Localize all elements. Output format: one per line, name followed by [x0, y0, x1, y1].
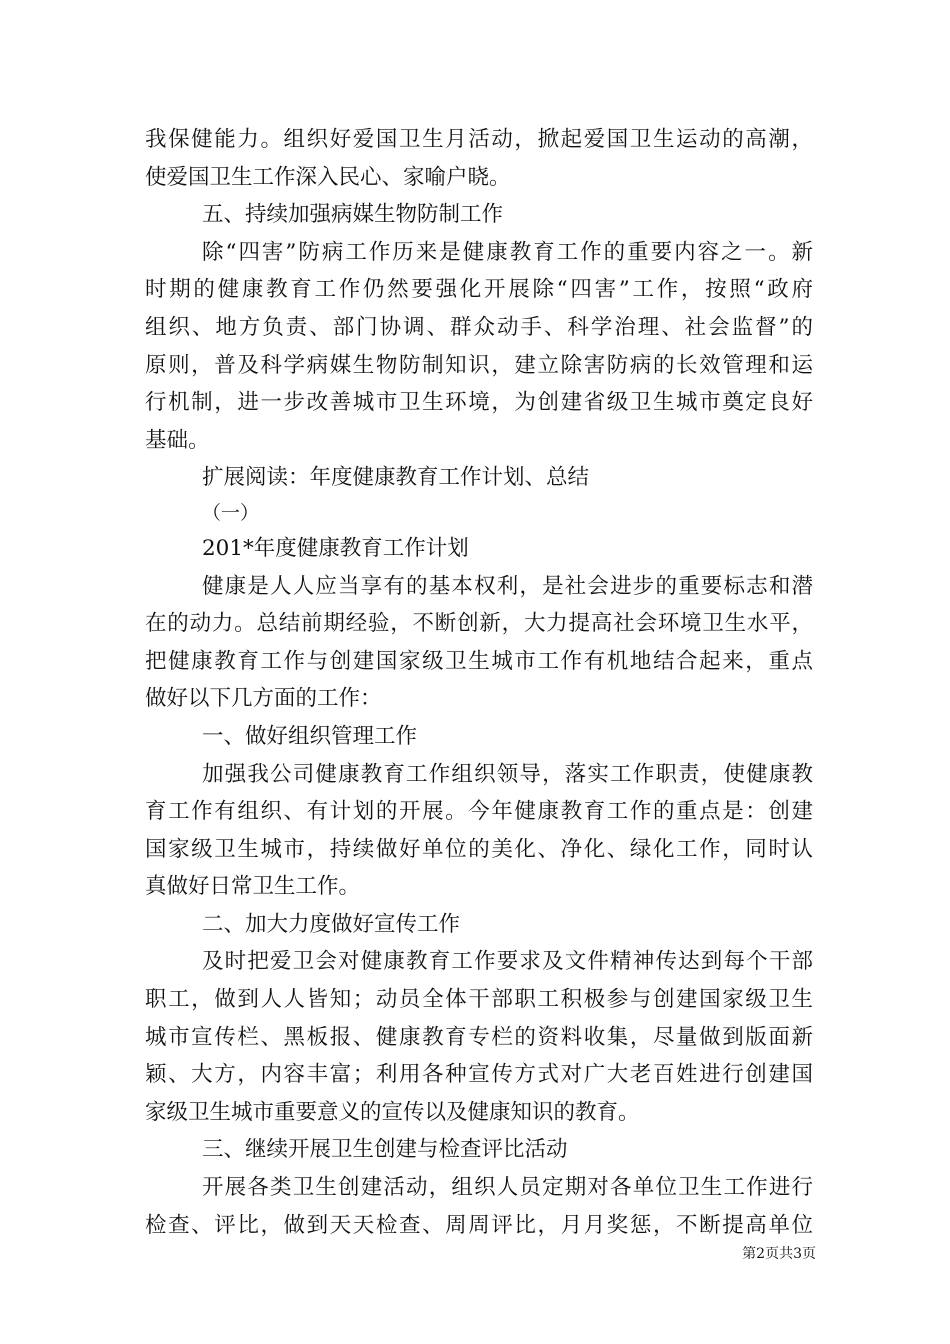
text-line: 检查、评比，做到天天检查、周周评比，月月奖惩，不断提高单位: [145, 1212, 813, 1238]
page-number-footer: 第2页共3页: [742, 1246, 816, 1262]
text-line: 加强我公司健康教育工作组织领导，落实工作职责，使健康教: [202, 761, 813, 787]
text-line: 五、持续加强病媒生物防制工作: [202, 202, 504, 228]
text-line: 城市宣传栏、黑板报、健康教育专栏的资料收集，尽量做到版面新: [145, 1024, 813, 1050]
text-line: 家级卫生城市重要意义的宣传以及健康知识的教育。: [145, 1099, 640, 1125]
text-line: 健康是人人应当享有的基本权利，是社会进步的重要标志和潜: [202, 573, 813, 599]
text-line: 扩展阅读：年度健康教育工作计划、总结: [202, 465, 590, 491]
document-body: [145, 121, 813, 1244]
text-line: 把健康教育工作与创建国家级卫生城市工作有机地结合起来，重点: [145, 648, 813, 674]
text-line: 201*年度健康教育工作计划: [202, 535, 469, 561]
text-line: 育工作有组织、有计划的开展。今年健康教育工作的重点是：创建: [145, 799, 813, 825]
text-line: 使爱国卫生工作深入民心、家喻户晓。: [145, 164, 511, 190]
text-line: 在的动力。总结前期经验，不断创新，大力提高社会环境卫生水平，: [145, 611, 813, 637]
text-line: 原则，普及科学病媒生物防制知识，建立除害防病的长效管理和运: [145, 352, 813, 378]
text-line: 时期的健康教育工作仍然要强化开展除“四害”工作，按照“政府: [145, 277, 813, 303]
text-line: 我保健能力。组织好爱国卫生月活动，掀起爱国卫生运动的高潮，: [145, 127, 813, 152]
text-line: 开展各类卫生创建活动，组织人员定期对各单位卫生工作进行: [202, 1175, 813, 1201]
text-line: 一、做好组织管理工作: [202, 723, 418, 749]
text-line: 国家级卫生城市，持续做好单位的美化、净化、绿化工作，同时认: [145, 836, 813, 862]
text-line: 除“四害”防病工作历来是健康教育工作的重要内容之一。新: [202, 239, 813, 265]
text-line: （一）: [202, 501, 260, 524]
text-line: 职工，做到人人皆知；动员全体干部职工积极参与创建国家级卫生: [145, 987, 813, 1013]
text-line: 真做好日常卫生工作。: [145, 874, 361, 900]
text-line: 组织、地方负责、部门协调、群众动手、科学治理、社会监督”的: [145, 314, 813, 340]
text-line: 颖、大方，内容丰富；利用各种宣传方式对广大老百姓进行创建国: [145, 1062, 813, 1088]
text-line: 二、加大力度做好宣传工作: [202, 911, 461, 937]
text-line: 行机制，进一步改善城市卫生环境，为创建省级卫生城市奠定良好: [145, 390, 813, 416]
text-line: 基础。: [145, 427, 210, 453]
text-line: 三、继续开展卫生创建与检查评比活动: [202, 1137, 568, 1163]
text-line: 及时把爱卫会对健康教育工作要求及文件精神传达到每个干部: [202, 949, 813, 975]
text-line: 做好以下几方面的工作：: [145, 686, 382, 712]
